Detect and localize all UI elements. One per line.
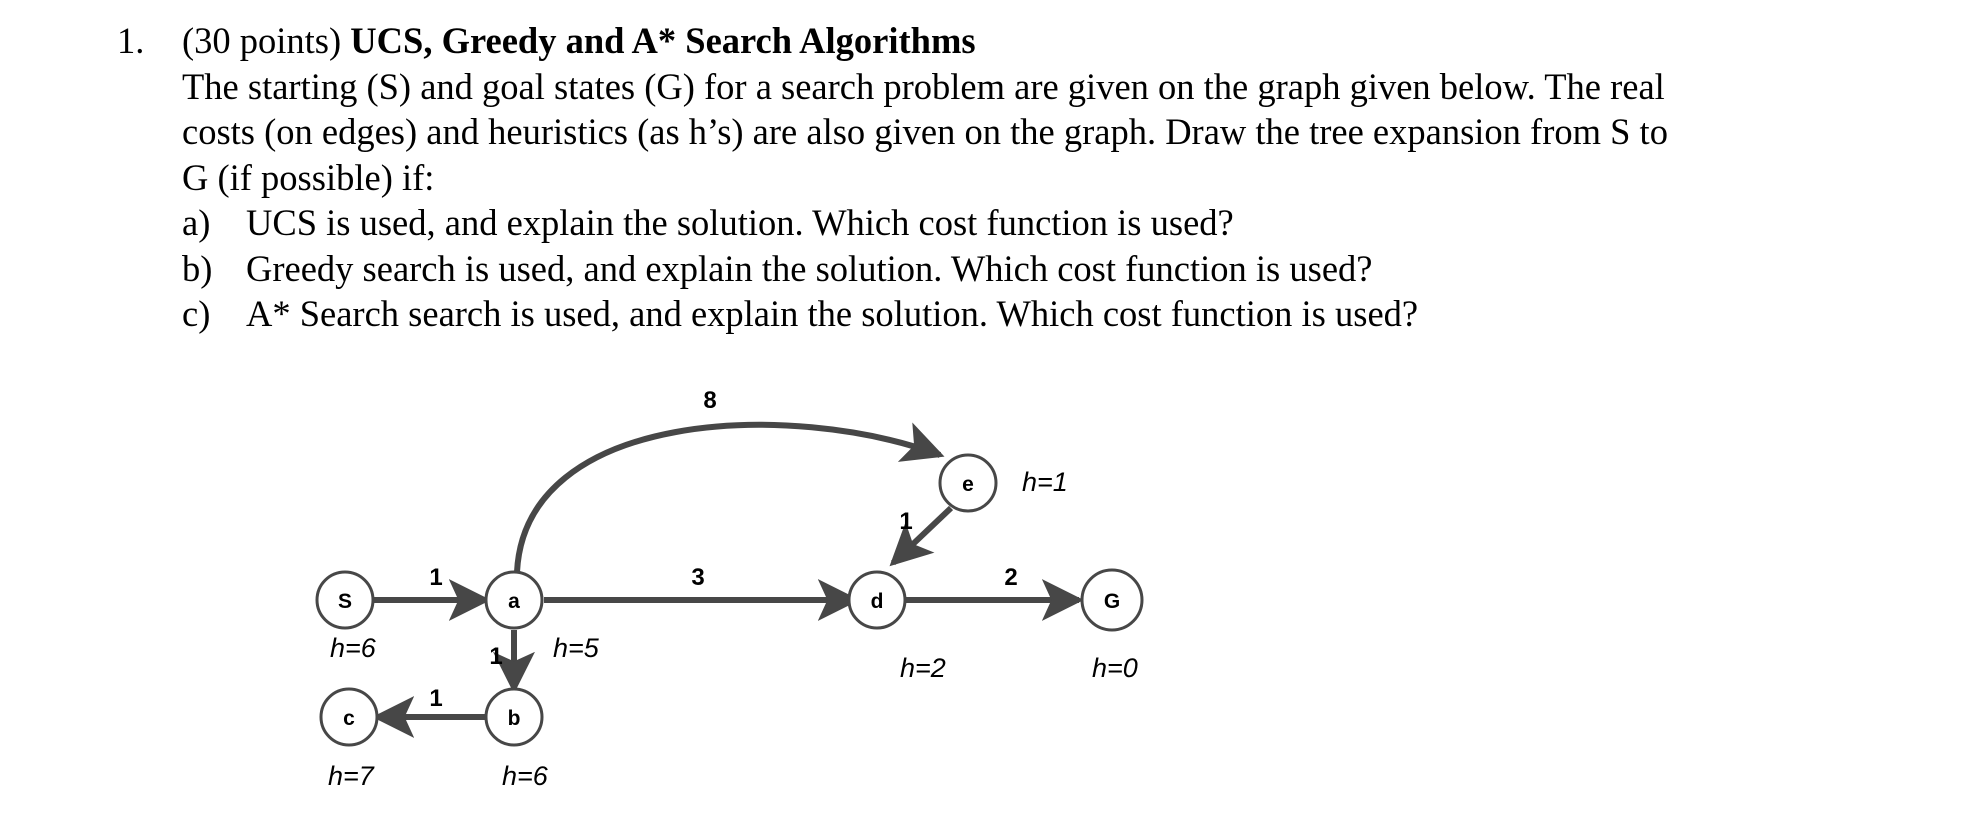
list-item-text: UCS is used, and explain the solution. Which cost function is used? xyxy=(246,202,1234,243)
question-paragraph-line: G (if possible) if: xyxy=(182,156,435,198)
question-points: (30 points) xyxy=(182,20,351,61)
edge-cost-a-d: 3 xyxy=(691,564,705,591)
node-e xyxy=(940,455,996,511)
node-label-b: b xyxy=(507,707,521,730)
node-a xyxy=(486,572,542,628)
node-c xyxy=(321,689,377,745)
heuristic-labels xyxy=(328,467,1138,791)
heuristic-d: h=2 xyxy=(900,653,946,683)
node-d xyxy=(849,572,905,628)
heuristic-s: h=6 xyxy=(330,633,376,663)
edge-a-to-e xyxy=(517,425,940,572)
edge-cost-b-c: 1 xyxy=(429,685,443,712)
node-g xyxy=(1082,570,1142,630)
heuristic-c: h=7 xyxy=(328,761,374,791)
list-marker: c) xyxy=(182,293,211,334)
question-number: 1. xyxy=(117,20,145,61)
node-b xyxy=(486,689,542,745)
heuristic-a: h=5 xyxy=(553,633,599,663)
heuristic-e: h=1 xyxy=(1022,467,1068,497)
node-label-d: d xyxy=(870,590,884,613)
heuristic-g: h=0 xyxy=(1092,653,1138,683)
list-item-text: Greedy search is used, and explain the solution. Which cost function is used? xyxy=(246,247,1373,289)
edge-cost-a-e: 8 xyxy=(703,387,717,414)
list-marker: b) xyxy=(182,247,213,289)
list-item-text: A* Search search is used, and explain the solution. Which cost function is used? xyxy=(246,293,1419,334)
list-marker: a) xyxy=(182,202,211,243)
edge-cost-s-a: 1 xyxy=(429,564,443,591)
node-s xyxy=(317,572,373,628)
question-paragraph-line: The starting (S) and goal states (G) for a search problem are given on the graph given below. The real xyxy=(182,65,1665,107)
node-label-a: a xyxy=(508,590,520,613)
question-paragraph-line: costs (on edges) and heuristics (as h’s) are also given on the graph. Draw the tree expansion from S to xyxy=(182,111,1668,152)
node-label-s: S xyxy=(337,590,353,613)
edge-cost-e-d: 1 xyxy=(899,508,913,535)
node-label-e: e xyxy=(962,473,974,496)
edge-cost-a-b: 1 xyxy=(489,643,503,670)
edge-cost-d-g: 2 xyxy=(1004,564,1018,591)
heuristic-b: h=6 xyxy=(502,761,548,791)
question-title: UCS, Greedy and A* Search Algorithms xyxy=(350,20,976,61)
node-label-c: c xyxy=(343,707,355,730)
node-label-g: G xyxy=(1103,590,1121,613)
